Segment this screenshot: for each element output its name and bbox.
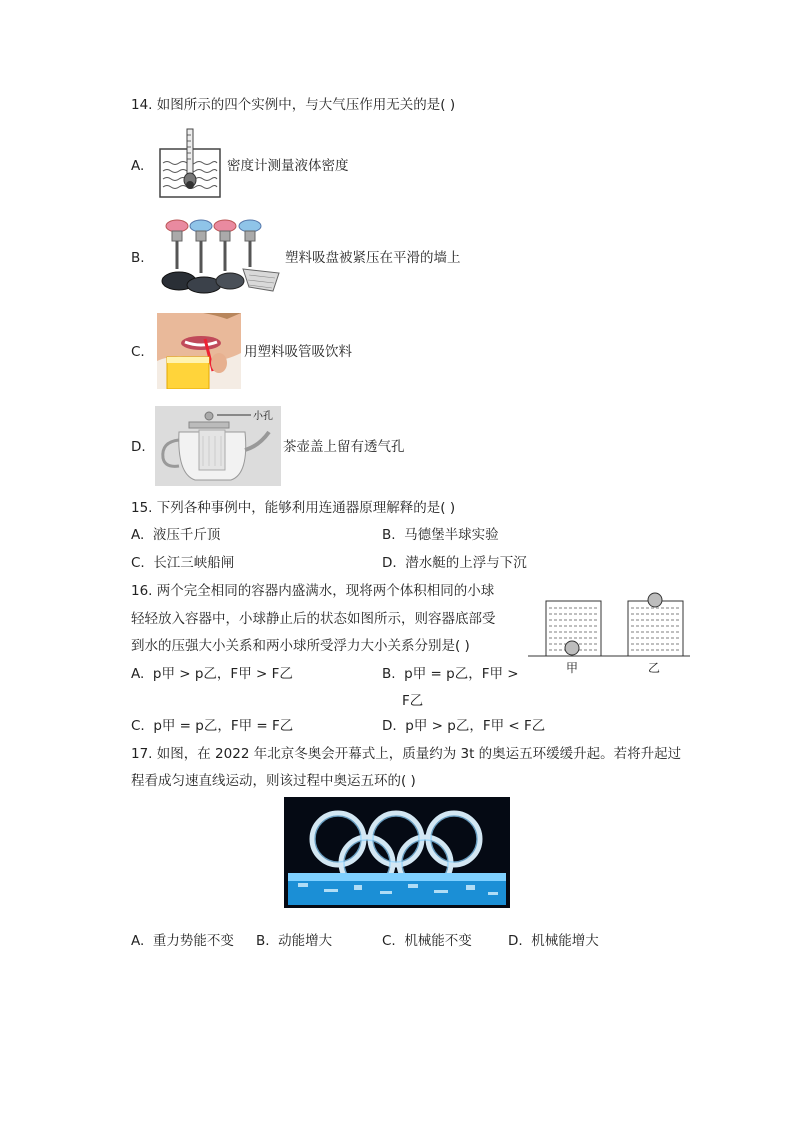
q17-option-c	[382, 932, 472, 950]
q15-option-c-letter: C.	[131, 555, 145, 571]
q17-option-a-letter: A.	[131, 933, 145, 949]
q16-option-c-letter: C.	[131, 718, 145, 734]
q15-option-d	[382, 554, 527, 572]
q15-option-b-text: 马德堡半球实验	[404, 527, 499, 543]
q15-option-d-letter: D.	[382, 555, 397, 571]
q16-option-b-letter: B.	[382, 666, 396, 682]
q15-option-d-text: 潜水艇的上浮与下沉	[405, 555, 527, 571]
q16-option-c	[131, 717, 293, 735]
q16-option-d-text: p甲 > p乙，F甲 < F乙	[405, 718, 546, 734]
q16-stem-line2: 轻轻放入容器中，小球静止后的状态如图所示，则容器底部受	[131, 611, 496, 627]
olympic-rings-photo	[284, 797, 510, 908]
two-containers-diagram	[528, 588, 692, 678]
q17-option-d-text: 机械能增大	[531, 933, 599, 949]
q16-option-d-letter: D.	[382, 718, 397, 734]
q17-option-c-text: 机械能不变	[404, 933, 472, 949]
drinking-straw-photo	[157, 313, 241, 389]
q17-stem-line1: 17. 如图，在 2022 年北京冬奥会开幕式上，质量约为 3t 的奥运五环缓缓升起。若将升起过	[131, 746, 682, 762]
q15-option-b	[382, 526, 499, 544]
q16-option-a-letter: A.	[131, 666, 145, 682]
suction-cup-hooks-image	[157, 217, 283, 297]
q14-option-d-text: 茶壶盖上留有透气孔	[283, 439, 405, 455]
q16-option-a	[131, 665, 293, 683]
container-jia-label: 甲	[566, 661, 579, 675]
q15-option-c	[131, 554, 234, 572]
q14-stem: 14. 如图所示的四个实例中，与大气压作用无关的是( )	[131, 97, 456, 113]
q16-stem-line1: 16. 两个完全相同的容器内盛满水，现将两个体积相同的小球	[131, 583, 495, 599]
q16-option-c-text: p甲 = p乙，F甲 = F乙	[153, 718, 294, 734]
container-yi	[628, 593, 683, 656]
q17-option-d	[508, 932, 599, 950]
q17-option-c-letter: C.	[382, 933, 396, 949]
q17-option-b-text: 动能增大	[278, 933, 333, 949]
hydrometer-beaker-image	[157, 127, 225, 200]
q17-option-d-letter: D.	[508, 933, 523, 949]
q16-option-a-text: p甲 > p乙，F甲 > F乙	[152, 666, 293, 682]
q17-option-b-letter: B.	[256, 933, 270, 949]
q14-option-d-letter: D.	[131, 439, 146, 455]
q17-option-b	[256, 932, 332, 950]
container-yi-label: 乙	[648, 661, 661, 675]
q14-option-a-text: 密度计测量液体密度	[227, 158, 349, 174]
q15-option-b-letter: B.	[382, 527, 396, 543]
q14-option-b-text: 塑料吸盘被紧压在平滑的墙上	[285, 250, 461, 266]
q17-stem-line2: 程看成匀速直线运动，则该过程中奥运五环的( )	[131, 773, 416, 789]
q15-option-a-text: 液压千斤顶	[152, 527, 221, 543]
q16-option-b-text: p甲 = p乙，F甲 >	[404, 666, 519, 682]
q15-option-a	[131, 526, 220, 544]
q16-option-d	[382, 717, 545, 735]
q14-option-a-letter: A.	[131, 158, 145, 174]
q16-option-b-continued: F乙	[402, 693, 424, 709]
q14-option-c-text: 用塑料吸管吸饮料	[244, 344, 352, 360]
q14-option-b-letter: B.	[131, 250, 145, 266]
container-jia	[546, 601, 601, 656]
teapot-hole-label: 小孔	[253, 411, 273, 422]
q15-option-a-letter: A.	[131, 527, 145, 543]
q15-stem: 15. 下列各种事例中，能够利用连通器原理解释的是( )	[131, 500, 456, 516]
q16-stem-line3: 到水的压强大小关系和两小球所受浮力大小关系分别是( )	[131, 638, 470, 654]
q17-option-a-text: 重力势能不变	[152, 933, 234, 949]
glass-teapot-photo	[155, 406, 281, 486]
q15-option-c-text: 长江三峡船闸	[153, 555, 235, 571]
q17-option-a	[131, 932, 234, 950]
q16-option-b	[382, 665, 519, 683]
q14-option-c-letter: C.	[131, 344, 145, 360]
